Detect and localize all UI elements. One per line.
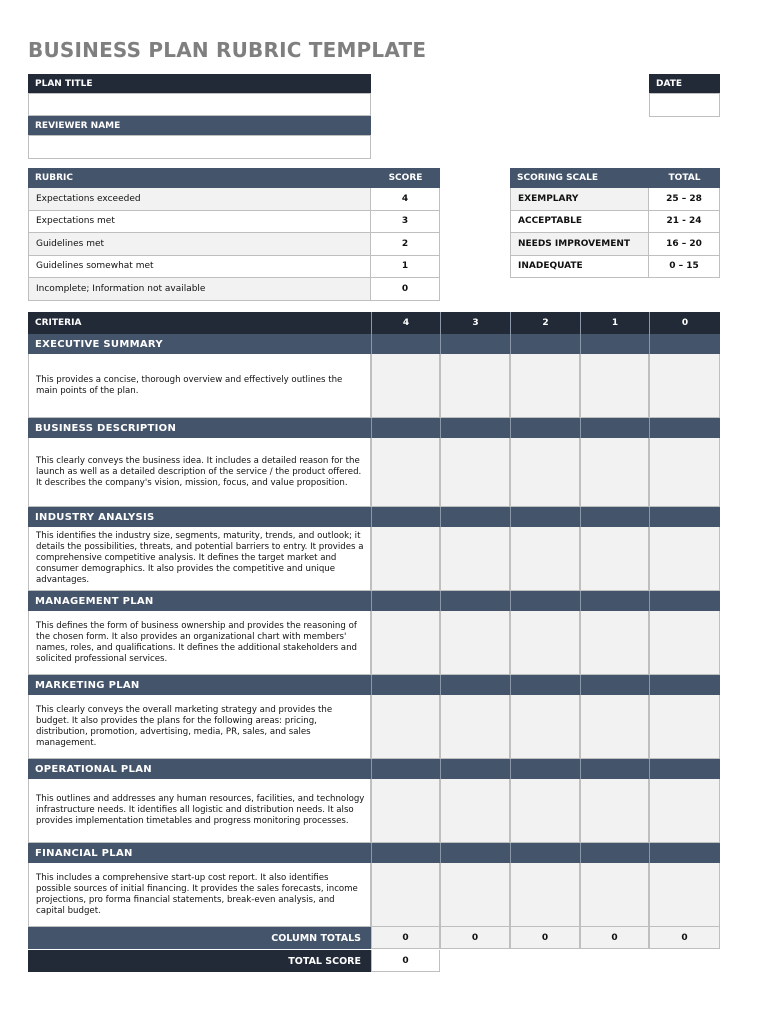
total-header: TOTAL	[649, 168, 720, 188]
section-description: This defines the form of business ownership and provides the reasoning of the chosen form. It also provides an organizational chart with members' names, roles, and qualifications. It defines the additional stakeholders and solicited professional services.	[28, 611, 371, 675]
score-entry-cell[interactable]	[440, 611, 510, 675]
column-total-value: 0	[580, 927, 649, 949]
rubric-row-label: Expectations exceeded	[28, 188, 371, 211]
section-description: This outlines and addresses any human resources, facilities, and technology infrastructure needs. It identifies all logistic and distribution needs. It also provides implementation timetables and progress monitoring processes.	[28, 779, 371, 843]
page-title: BUSINESS PLAN RUBRIC TEMPLATE	[28, 38, 427, 62]
section-header-score-cell	[649, 591, 720, 611]
section-description: This includes a comprehensive start-up cost report. It also identifies possible sources of initial financing. It provides the sales forecasts, income projections, pro forma financial statements, break-even analysis, and capital budget.	[28, 863, 371, 927]
rubric-row-score: 3	[371, 211, 440, 234]
date-field[interactable]	[649, 93, 720, 117]
section-header-score-cell	[440, 759, 510, 779]
score-entry-cell[interactable]	[440, 779, 510, 843]
section-header-score-cell	[440, 334, 510, 354]
section-header-score-cell	[649, 507, 720, 527]
score-entry-cell[interactable]	[440, 695, 510, 759]
section-header-score-cell	[371, 334, 440, 354]
section-header-score-cell	[510, 334, 580, 354]
section-header-score-cell	[371, 507, 440, 527]
score-entry-cell[interactable]	[649, 438, 720, 507]
section-header-score-cell	[649, 334, 720, 354]
score-entry-cell[interactable]	[440, 527, 510, 591]
section-description: This clearly conveys the business idea. It includes a detailed reason for the launch as well as a detailed description of the service / the product offered. It describes the company's vision, mission, focus, and value proposition.	[28, 438, 371, 507]
section-header-score-cell	[371, 675, 440, 695]
section-header-score-cell	[371, 418, 440, 438]
rubric-row-score: 2	[371, 233, 440, 256]
section-header-score-cell	[510, 418, 580, 438]
section-title: FINANCIAL PLAN	[28, 843, 371, 863]
column-total-value: 0	[649, 927, 720, 949]
section-header-score-cell	[440, 507, 510, 527]
scale-row-label: EXEMPLARY	[510, 188, 649, 211]
section-header-score-cell	[649, 418, 720, 438]
date-label: DATE	[649, 74, 720, 93]
section-header-score-cell	[510, 675, 580, 695]
score-entry-cell[interactable]	[440, 354, 510, 418]
section-header-score-cell	[649, 759, 720, 779]
section-title: MARKETING PLAN	[28, 675, 371, 695]
score-entry-cell[interactable]	[649, 611, 720, 675]
section-title: BUSINESS DESCRIPTION	[28, 418, 371, 438]
criteria-header: CRITERIA	[28, 312, 371, 334]
scoring-scale-header: SCORING SCALE	[510, 168, 649, 188]
section-header-score-cell	[440, 418, 510, 438]
score-entry-cell[interactable]	[371, 527, 440, 591]
score-entry-cell[interactable]	[580, 779, 649, 843]
section-header-score-cell	[580, 591, 649, 611]
section-header-score-cell	[580, 334, 649, 354]
score-entry-cell[interactable]	[649, 695, 720, 759]
criteria-score-column-header: 3	[440, 312, 510, 334]
section-description: This clearly conveys the overall marketing strategy and provides the budget. It also provides the plans for the following areas: pricing, distribution, promotion, advertising, media, PR, sales, and sales management.	[28, 695, 371, 759]
score-entry-cell[interactable]	[510, 438, 580, 507]
section-title: OPERATIONAL PLAN	[28, 759, 371, 779]
section-header-score-cell	[510, 843, 580, 863]
score-entry-cell[interactable]	[649, 863, 720, 927]
score-entry-cell[interactable]	[649, 527, 720, 591]
section-header-score-cell	[649, 675, 720, 695]
scale-row-total: 0 – 15	[649, 256, 720, 279]
rubric-header: RUBRIC	[28, 168, 371, 188]
section-description: This identifies the industry size, segments, maturity, trends, and outlook; it details the possibilities, threats, and potential barriers to entry. It provides a comprehensive competitive analysis. It defines the target market and consumer demographics. It also provides the competitive and unique advantages.	[28, 527, 371, 591]
score-entry-cell[interactable]	[580, 611, 649, 675]
score-entry-cell[interactable]	[510, 695, 580, 759]
score-entry-cell[interactable]	[580, 354, 649, 418]
scale-row-total: 21 - 24	[649, 211, 720, 234]
scale-row-total: 16 – 20	[649, 233, 720, 256]
rubric-row-score: 0	[371, 278, 440, 301]
section-header-score-cell	[510, 591, 580, 611]
section-header-score-cell	[580, 759, 649, 779]
score-entry-cell[interactable]	[510, 611, 580, 675]
criteria-table	[28, 312, 720, 974]
score-entry-cell[interactable]	[440, 863, 510, 927]
section-header-score-cell	[649, 843, 720, 863]
score-entry-cell[interactable]	[510, 354, 580, 418]
score-entry-cell[interactable]	[649, 779, 720, 843]
section-header-score-cell	[510, 759, 580, 779]
score-entry-cell[interactable]	[580, 863, 649, 927]
score-entry-cell[interactable]	[371, 779, 440, 843]
section-header-score-cell	[580, 843, 649, 863]
rubric-row-score: 1	[371, 256, 440, 279]
rubric-row-label: Expectations met	[28, 211, 371, 234]
rubric-row-label: Guidelines met	[28, 233, 371, 256]
reviewer-name-field[interactable]	[28, 135, 371, 159]
column-total-value: 0	[440, 927, 510, 949]
score-header: SCORE	[371, 168, 440, 188]
column-total-value: 0	[510, 927, 580, 949]
section-title: INDUSTRY ANALYSIS	[28, 507, 371, 527]
score-entry-cell[interactable]	[580, 695, 649, 759]
section-header-score-cell	[580, 675, 649, 695]
reviewer-name-label: REVIEWER NAME	[28, 116, 371, 135]
section-header-score-cell	[371, 759, 440, 779]
score-entry-cell[interactable]	[649, 354, 720, 418]
score-entry-cell[interactable]	[371, 438, 440, 507]
score-entry-cell[interactable]	[371, 354, 440, 418]
rubric-row-score: 4	[371, 188, 440, 211]
section-title: MANAGEMENT PLAN	[28, 591, 371, 611]
score-entry-cell[interactable]	[580, 527, 649, 591]
column-totals-label: COLUMN TOTALS	[28, 927, 371, 949]
criteria-score-column-header: 1	[580, 312, 649, 334]
section-header-score-cell	[440, 591, 510, 611]
section-header-score-cell	[510, 507, 580, 527]
total-score-value: 0	[371, 950, 440, 972]
section-header-score-cell	[440, 843, 510, 863]
criteria-score-column-header: 4	[371, 312, 440, 334]
section-description: This provides a concise, thorough overview and effectively outlines the main points of the plan.	[28, 354, 371, 418]
score-entry-cell[interactable]	[440, 438, 510, 507]
section-header-score-cell	[580, 418, 649, 438]
plan-title-field[interactable]	[28, 93, 371, 116]
section-header-score-cell	[580, 507, 649, 527]
criteria-score-column-header: 0	[649, 312, 720, 334]
total-score-label: TOTAL SCORE	[28, 950, 371, 972]
rubric-row-label: Guidelines somewhat met	[28, 256, 371, 279]
section-header-score-cell	[371, 843, 440, 863]
scale-row-label: ACCEPTABLE	[510, 211, 649, 234]
score-entry-cell[interactable]	[510, 527, 580, 591]
section-header-score-cell	[371, 591, 440, 611]
score-entry-cell[interactable]	[510, 779, 580, 843]
criteria-score-column-header: 2	[510, 312, 580, 334]
scale-row-label: NEEDS IMPROVEMENT	[510, 233, 649, 256]
scale-row-total: 25 – 28	[649, 188, 720, 211]
section-header-score-cell	[440, 675, 510, 695]
plan-title-label: PLAN TITLE	[28, 74, 371, 93]
score-entry-cell[interactable]	[371, 695, 440, 759]
section-title: EXECUTIVE SUMMARY	[28, 334, 371, 354]
score-entry-cell[interactable]	[371, 611, 440, 675]
column-total-value: 0	[371, 927, 440, 949]
rubric-row-label: Incomplete; Information not available	[28, 278, 371, 301]
score-entry-cell[interactable]	[371, 863, 440, 927]
score-entry-cell[interactable]	[510, 863, 580, 927]
score-entry-cell[interactable]	[580, 438, 649, 507]
scale-row-label: INADEQUATE	[510, 256, 649, 279]
